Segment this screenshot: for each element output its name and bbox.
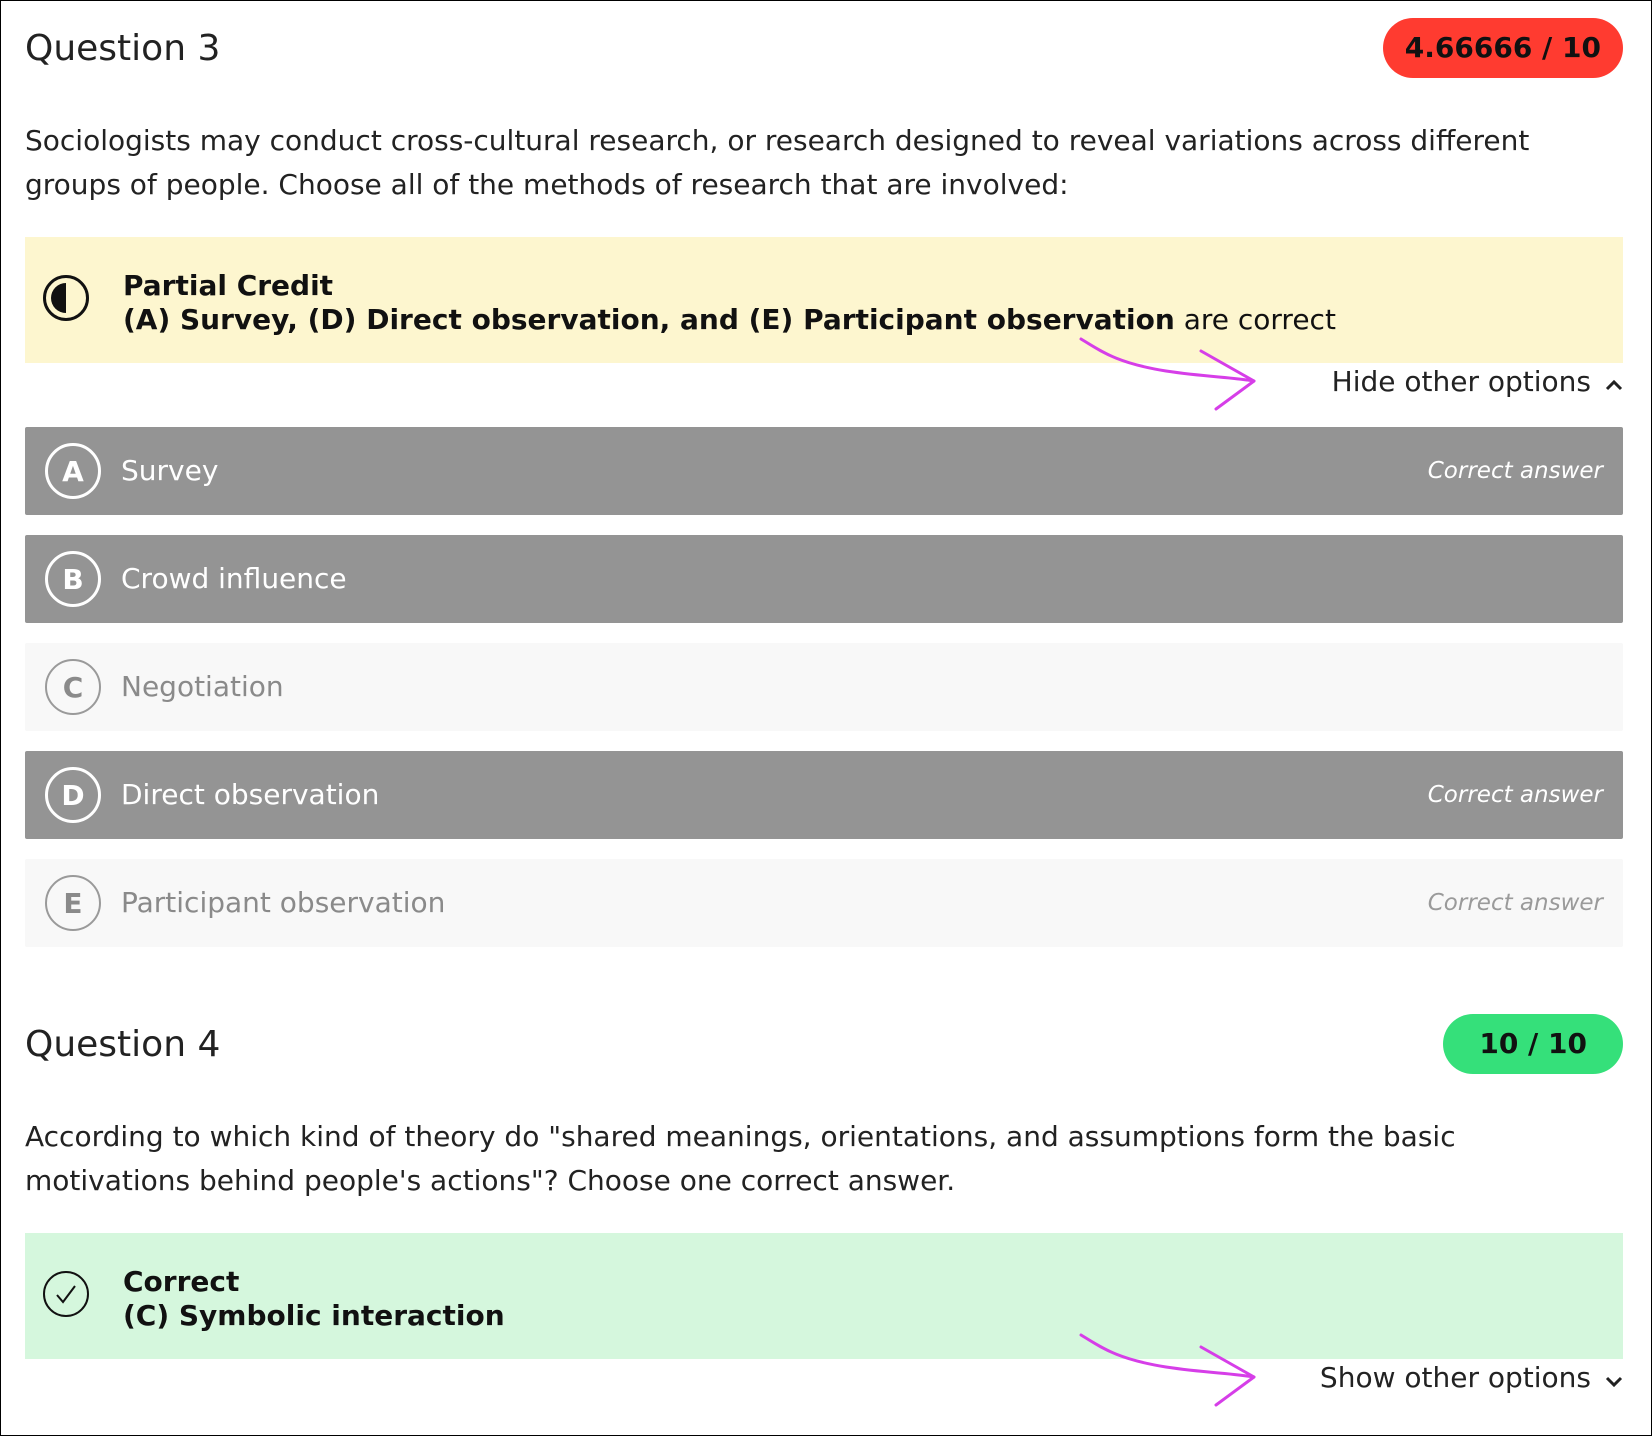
check-circle-icon [43,1271,89,1317]
option-label: Crowd influence [121,562,347,595]
correct-answer-note: Correct answer [1427,458,1603,484]
chevron-up-icon [1605,365,1623,398]
feedback-detail-suffix: are correct [1174,303,1336,336]
option-letter-badge: E [45,875,101,931]
feedback-status: Partial Credit [123,269,334,302]
option-d[interactable] [25,751,1623,839]
toggle-label: Show other options [1319,1360,1591,1394]
question-4-title: Question 4 [25,1024,221,1065]
option-label: Survey [121,454,219,487]
question-3-header [25,18,1623,82]
annotation-arrow-1 [1076,331,1266,416]
option-b[interactable] [25,535,1623,623]
option-letter-badge: B [45,551,101,607]
question-4-header [25,1014,1623,1078]
feedback-status: Correct [123,1265,240,1298]
question-3-score-badge: 4.66666 / 10 [1383,18,1623,78]
question-4-text: According to which kind of theory do "shared meanings, orientations, and assumptions form the basic motivations behind people's actions"? Choose one correct answer. [25,1120,1456,1197]
option-letter-badge: A [45,443,101,499]
option-letter-badge: D [45,767,101,823]
question-3-title: Question 3 [25,28,221,69]
half-circle-icon [43,275,89,321]
hide-other-options-toggle[interactable] [1332,361,1623,401]
question-4-score-badge: 10 / 10 [1443,1014,1623,1074]
feedback-correct-answers: (A) Survey, (D) Direct observation, and (E) Participant observation [123,303,1175,336]
option-e[interactable] [25,859,1623,947]
option-c[interactable] [25,643,1623,731]
chevron-down-icon [1605,1361,1623,1394]
option-label: Negotiation [121,670,284,703]
show-other-options-toggle[interactable] [1320,1357,1623,1397]
option-label: Participant observation [121,886,446,919]
question-3-text: Sociologists may conduct cross-cultural research, or research designed to reveal variations across different groups of people. Choose all of the methods of research that are involved: [25,124,1530,201]
question-4-feedback [25,1233,1623,1359]
correct-answer-note: Correct answer [1427,890,1603,916]
feedback-detail [123,1299,505,1332]
correct-answer-note: Correct answer [1427,782,1603,808]
option-letter-badge: C [45,659,101,715]
option-label: Direct observation [121,778,380,811]
feedback-correct-answers: (C) Symbolic interaction [123,1299,505,1332]
option-a[interactable] [25,427,1623,515]
annotation-arrow-2 [1076,1327,1266,1412]
toggle-label: Hide other options [1331,364,1591,398]
question-3-feedback [25,237,1623,363]
